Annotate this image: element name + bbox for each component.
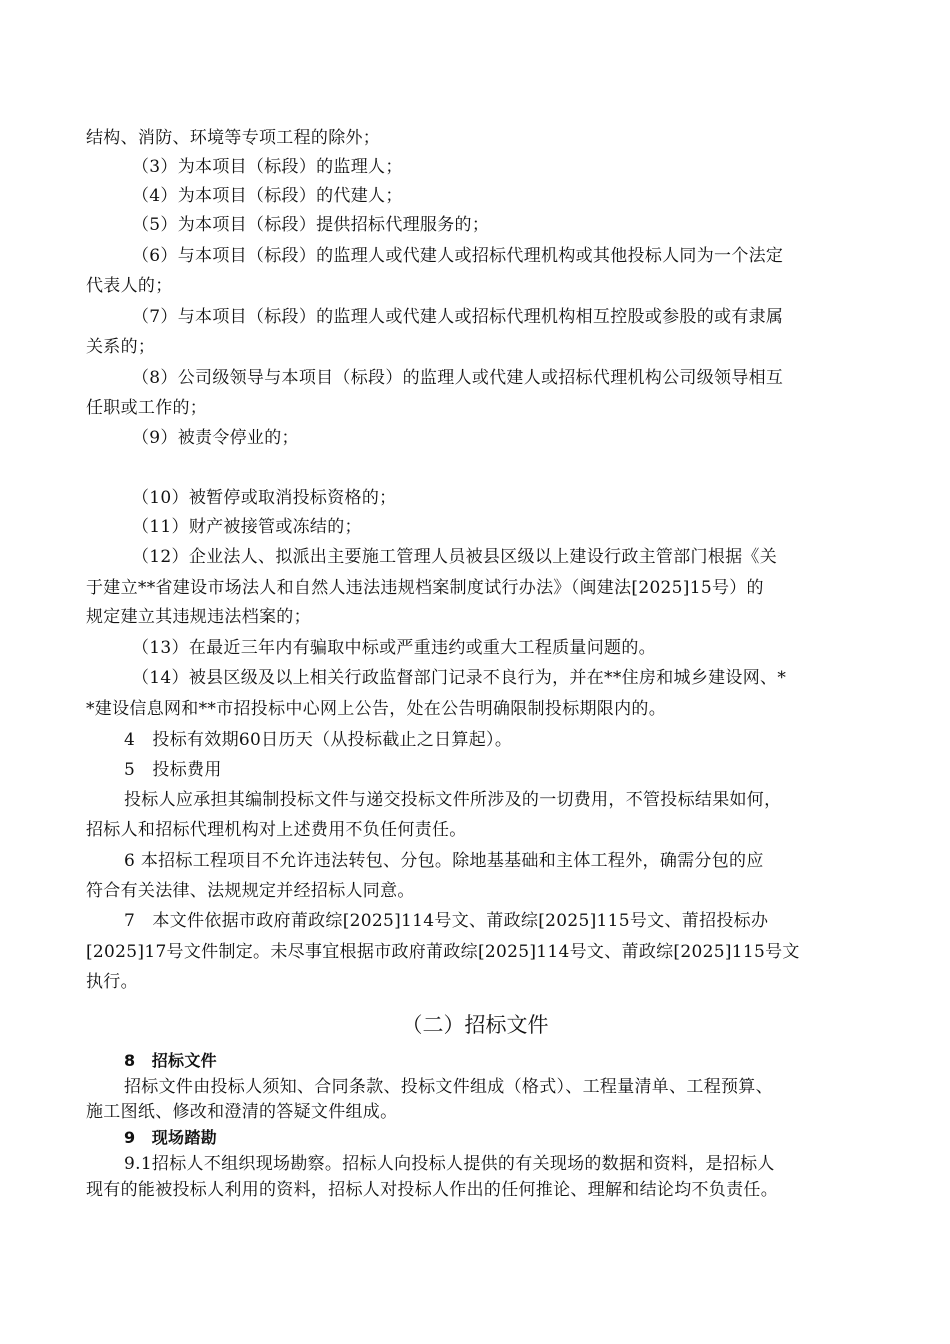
list-item: （5）为本项目（标段）提供招标代理服务的；: [132, 215, 490, 235]
paragraph-line: 于建立**省建设市场法人和自然人违法违规档案制度试行办法》（闽建法[2025]15号）的: [86, 578, 764, 598]
paragraph-line: *建设信息网和**市招投标中心网上公告，处在公告明确限制投标期限内的。: [86, 699, 666, 719]
section-title: （二）招标文件: [401, 1013, 549, 1037]
clause-item: 5 投标费用: [124, 760, 222, 780]
list-item: （7）与本项目（标段）的监理人或代建人或招标代理机构相互控股或参股的或有隶属: [132, 307, 784, 327]
paragraph-line: 规定建立其违规违法档案的；: [86, 607, 311, 627]
clause-item: 6 本招标工程项目不允许违法转包、分包。除地基基础和主体工程外，确需分包的应: [124, 851, 764, 871]
paragraph-line: 施工图纸、修改和澄清的答疑文件组成。: [86, 1102, 398, 1122]
list-item: （13）在最近三年内有骗取中标或严重违约或重大工程质量问题的。: [132, 638, 656, 658]
clause-heading: 9 现场踏勘: [124, 1128, 217, 1147]
clause-heading: 8 招标文件: [124, 1051, 217, 1070]
list-item: （4）为本项目（标段）的代建人；: [132, 186, 403, 206]
paragraph-line: 结构、消防、环境等专项工程的除外；: [86, 128, 381, 148]
paragraph-line: 招标文件由投标人须知、合同条款、投标文件组成（格式）、工程量清单、工程预算、: [124, 1077, 773, 1097]
list-item: （6）与本项目（标段）的监理人或代建人或招标代理机构或其他投标人同为一个法定: [132, 246, 784, 266]
list-item: （10）被暂停或取消投标资格的；: [132, 488, 397, 508]
paragraph-line: 现有的能被投标人利用的资料，招标人对投标人作出的任何推论、理解和结论均不负责任。: [86, 1180, 778, 1200]
paragraph-line: 招标人和招标代理机构对上述费用不负任何责任。: [86, 820, 467, 840]
list-item: （12）企业法人、拟派出主要施工管理人员被县区级以上建设行政主管部门根据《关: [132, 547, 778, 567]
clause-item: 7 本文件依据市政府莆政综[2025]114号文、莆政综[2025]115号文、莆招投标办: [124, 911, 769, 931]
clause-item: 4 投标有效期60日历天（从投标截止之日算起）。: [124, 730, 513, 750]
paragraph-line: 符合有关法律、法规规定并经招标人同意。: [86, 881, 415, 901]
list-item: （8）公司级领导与本项目（标段）的监理人或代建人或招标代理机构公司级领导相互: [132, 368, 784, 388]
paragraph-line: 执行。: [86, 972, 138, 992]
list-item: （3）为本项目（标段）的监理人；: [132, 157, 403, 177]
list-item: （11）财产被接管或冻结的；: [132, 517, 362, 537]
paragraph-line: [2025]17号文件制定。未尽事宜根据市政府莆政综[2025]114号文、莆政综[2025]115号文: [86, 942, 800, 962]
paragraph-line: 9.1招标人不组织现场勘察。招标人向投标人提供的有关现场的数据和资料，是招标人: [124, 1154, 775, 1174]
paragraph-line: 投标人应承担其编制投标文件与递交投标文件所涉及的一切费用，不管投标结果如何，: [124, 790, 782, 810]
paragraph-line: 任职或工作的；: [86, 398, 208, 418]
paragraph-line: 代表人的；: [86, 276, 173, 296]
list-item: （9）被责令停业的；: [132, 428, 299, 448]
paragraph-line: 关系的；: [86, 337, 156, 357]
list-item: （14）被县区级及以上相关行政监督部门记录不良行为，并在**住房和城乡建设网、*: [132, 668, 787, 688]
